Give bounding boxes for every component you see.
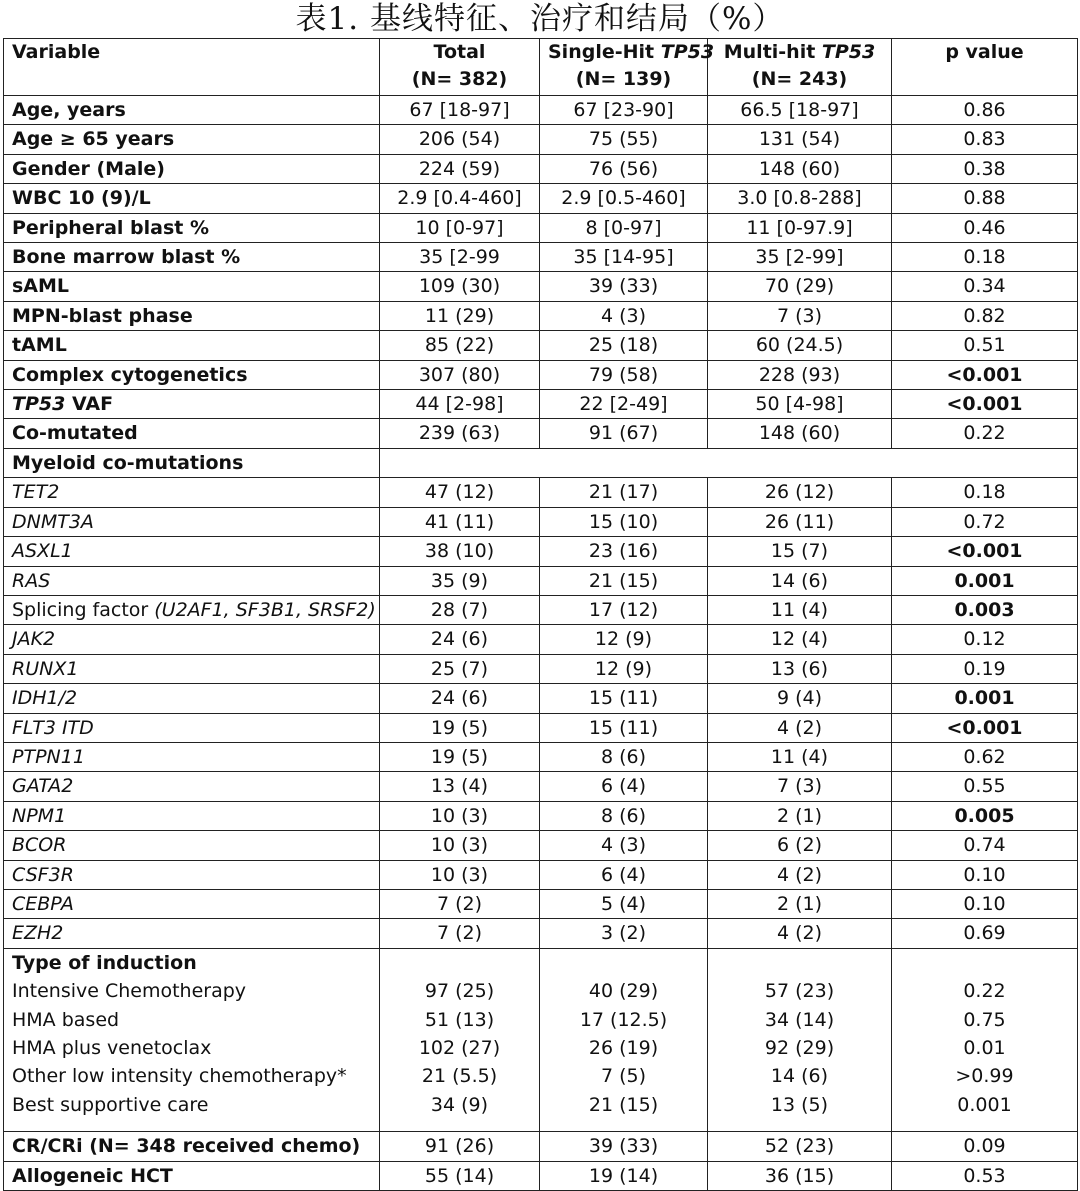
table-row: [4, 713, 1078, 742]
table-row: [4, 1062, 1078, 1090]
multi-hit-cell: 228 (93): [708, 360, 892, 389]
header-variable: Variable: [4, 39, 380, 96]
variable-cell: CEBPA: [4, 889, 380, 918]
variable-cell: Gender (Male): [4, 154, 380, 183]
variable-cell: Intensive Chemotherapy: [4, 977, 380, 1005]
table-row: [4, 478, 1078, 507]
pvalue-cell: 0.34: [892, 272, 1078, 301]
total-cell: 51 (13): [380, 1006, 540, 1034]
spacer-row: [4, 1119, 1078, 1132]
variable-cell: Complex cytogenetics: [4, 360, 380, 389]
pvalue-cell: 0.10: [892, 889, 1078, 918]
pvalue-cell: 0.51: [892, 331, 1078, 360]
header-single-hit: Single-Hit TP53 (N= 139): [540, 39, 708, 96]
single-hit-cell: 5 (4): [540, 889, 708, 918]
multi-hit-cell: 11 (4): [708, 742, 892, 771]
multi-hit-cell: 2 (1): [708, 889, 892, 918]
total-cell: 44 [2-98]: [380, 390, 540, 419]
multi-hit-cell: 148 (60): [708, 419, 892, 448]
total-cell: 10 (3): [380, 831, 540, 860]
pvalue-cell: 0.82: [892, 301, 1078, 330]
variable-cell: ASXL1: [4, 537, 380, 566]
multi-hit-cell: 36 (15): [708, 1161, 892, 1190]
header-pvalue: p value: [892, 39, 1078, 96]
total-cell: 35 [2-99: [380, 243, 540, 272]
multi-hit-cell: 4 (2): [708, 860, 892, 889]
table-row: [4, 184, 1078, 213]
pvalue-cell: 0.22: [892, 419, 1078, 448]
single-hit-cell: 67 [23-90]: [540, 96, 708, 125]
variable-cell: HMA plus venetoclax: [4, 1034, 380, 1062]
variable-cell: RUNX1: [4, 654, 380, 683]
multi-hit-cell: 34 (14): [708, 1006, 892, 1034]
single-hit-cell: 19 (14): [540, 1161, 708, 1190]
table-row: [4, 919, 1078, 948]
single-hit-cell: 7 (5): [540, 1062, 708, 1090]
pvalue-cell: 0.46: [892, 213, 1078, 242]
table-row: [4, 213, 1078, 242]
total-cell: 307 (80): [380, 360, 540, 389]
single-hit-cell: 21 (17): [540, 478, 708, 507]
pvalue-cell: 0.19: [892, 654, 1078, 683]
multi-hit-cell: [708, 948, 892, 977]
multi-hit-cell: 26 (12): [708, 478, 892, 507]
total-cell: 13 (4): [380, 772, 540, 801]
single-hit-cell: 3 (2): [540, 919, 708, 948]
pvalue-cell: 0.001: [892, 566, 1078, 595]
total-cell: 10 (3): [380, 860, 540, 889]
total-cell: 47 (12): [380, 478, 540, 507]
total-cell: 10 [0-97]: [380, 213, 540, 242]
table-row: [4, 360, 1078, 389]
table-row: [4, 1006, 1078, 1034]
single-hit-cell: 15 (11): [540, 684, 708, 713]
multi-hit-cell: 13 (6): [708, 654, 892, 683]
variable-cell: Age ≥ 65 years: [4, 125, 380, 154]
total-cell: 91 (26): [380, 1132, 540, 1161]
variable-cell: CSF3R: [4, 860, 380, 889]
multi-hit-cell: 92 (29): [708, 1034, 892, 1062]
single-hit-cell: 22 [2-49]: [540, 390, 708, 419]
table-row: [4, 801, 1078, 830]
variable-cell: CR/CRi (N= 348 received chemo): [4, 1132, 380, 1161]
total-cell: 11 (29): [380, 301, 540, 330]
table-row: [4, 684, 1078, 713]
single-hit-cell: 26 (19): [540, 1034, 708, 1062]
table-row: [4, 390, 1078, 419]
variable-cell: IDH1/2: [4, 684, 380, 713]
pvalue-cell: 0.01: [892, 1034, 1078, 1062]
pvalue-cell: 0.83: [892, 125, 1078, 154]
pvalue-cell: 0.69: [892, 919, 1078, 948]
total-cell: 7 (2): [380, 889, 540, 918]
multi-hit-cell: 14 (6): [708, 566, 892, 595]
multi-hit-cell: 148 (60): [708, 154, 892, 183]
table-row: [4, 595, 1078, 624]
single-hit-cell: 39 (33): [540, 1132, 708, 1161]
table-row: [4, 625, 1078, 654]
total-cell: 19 (5): [380, 742, 540, 771]
single-hit-cell: 4 (3): [540, 831, 708, 860]
empty-cell: [380, 1119, 540, 1132]
multi-hit-cell: 2 (1): [708, 801, 892, 830]
pvalue-cell: 0.74: [892, 831, 1078, 860]
single-hit-cell: 39 (33): [540, 272, 708, 301]
pvalue-cell: 0.75: [892, 1006, 1078, 1034]
table-row: [4, 1161, 1078, 1190]
variable-cell: Best supportive care: [4, 1091, 380, 1119]
variable-cell: Age, years: [4, 96, 380, 125]
pvalue-cell: 0.18: [892, 478, 1078, 507]
pvalue-cell: [892, 948, 1078, 977]
empty-cell: [4, 1119, 380, 1132]
variable-cell: HMA based: [4, 1006, 380, 1034]
total-cell: 10 (3): [380, 801, 540, 830]
single-hit-cell: 79 (58): [540, 360, 708, 389]
total-cell: 67 [18-97]: [380, 96, 540, 125]
multi-hit-cell: 66.5 [18-97]: [708, 96, 892, 125]
header-multi-hit: Multi-hit TP53 (N= 243): [708, 39, 892, 96]
pvalue-cell: 0.10: [892, 860, 1078, 889]
single-hit-cell: 23 (16): [540, 537, 708, 566]
table-row: [4, 654, 1078, 683]
total-cell: 25 (7): [380, 654, 540, 683]
multi-hit-cell: 35 [2-99]: [708, 243, 892, 272]
pvalue-cell: 0.001: [892, 684, 1078, 713]
single-hit-cell: 17 (12): [540, 595, 708, 624]
section-header: Myeloid co-mutations: [4, 448, 380, 477]
total-cell: [380, 948, 540, 977]
total-cell: 109 (30): [380, 272, 540, 301]
total-cell: 2.9 [0.4-460]: [380, 184, 540, 213]
single-hit-cell: 21 (15): [540, 1091, 708, 1119]
variable-cell: PTPN11: [4, 742, 380, 771]
total-cell: 97 (25): [380, 977, 540, 1005]
section-row-myeloid: [4, 448, 1078, 477]
multi-hit-cell: 7 (3): [708, 772, 892, 801]
table-row: [4, 331, 1078, 360]
single-hit-cell: 4 (3): [540, 301, 708, 330]
section-header: Type of induction: [4, 948, 380, 977]
table-row: [4, 860, 1078, 889]
multi-hit-cell: 57 (23): [708, 977, 892, 1005]
table-body: [4, 96, 1078, 1191]
total-cell: 85 (22): [380, 331, 540, 360]
pvalue-cell: 0.22: [892, 977, 1078, 1005]
total-cell: 24 (6): [380, 625, 540, 654]
single-hit-cell: 6 (4): [540, 772, 708, 801]
table-row: [4, 1132, 1078, 1161]
multi-hit-cell: 26 (11): [708, 507, 892, 536]
pvalue-cell: >0.99: [892, 1062, 1078, 1090]
single-hit-cell: 2.9 [0.5-460]: [540, 184, 708, 213]
empty-cell: [540, 1119, 708, 1132]
variable-cell: TP53 VAF: [4, 390, 380, 419]
table-row: [4, 1091, 1078, 1119]
variable-cell: WBC 10 (9)/L: [4, 184, 380, 213]
single-hit-cell: 91 (67): [540, 419, 708, 448]
multi-hit-cell: 131 (54): [708, 125, 892, 154]
table-row: [4, 772, 1078, 801]
empty-cell: [892, 1119, 1078, 1132]
table-row: [4, 831, 1078, 860]
total-cell: 38 (10): [380, 537, 540, 566]
table-row: [4, 301, 1078, 330]
variable-cell: Other low intensity chemotherapy*: [4, 1062, 380, 1090]
pvalue-cell: 0.62: [892, 742, 1078, 771]
total-cell: 206 (54): [380, 125, 540, 154]
variable-cell: Bone marrow blast %: [4, 243, 380, 272]
empty-cell: [708, 1119, 892, 1132]
pvalue-cell: 0.72: [892, 507, 1078, 536]
total-cell: 102 (27): [380, 1034, 540, 1062]
multi-hit-cell: 9 (4): [708, 684, 892, 713]
single-hit-cell: 8 (6): [540, 742, 708, 771]
table-row: [4, 1034, 1078, 1062]
multi-hit-cell: 6 (2): [708, 831, 892, 860]
single-hit-cell: 8 [0-97]: [540, 213, 708, 242]
variable-cell: Peripheral blast %: [4, 213, 380, 242]
table-row: [4, 272, 1078, 301]
variable-cell: sAML: [4, 272, 380, 301]
single-hit-cell: 15 (11): [540, 713, 708, 742]
single-hit-cell: 40 (29): [540, 977, 708, 1005]
total-cell: 41 (11): [380, 507, 540, 536]
single-hit-cell: 21 (15): [540, 566, 708, 595]
single-hit-cell: 12 (9): [540, 625, 708, 654]
single-hit-cell: 75 (55): [540, 125, 708, 154]
total-cell: 34 (9): [380, 1091, 540, 1119]
pvalue-cell: 0.53: [892, 1161, 1078, 1190]
table-row: [4, 742, 1078, 771]
pvalue-cell: <0.001: [892, 537, 1078, 566]
pvalue-cell: 0.09: [892, 1132, 1078, 1161]
variable-cell: FLT3 ITD: [4, 713, 380, 742]
single-hit-cell: [540, 948, 708, 977]
multi-hit-cell: 11 [0-97.9]: [708, 213, 892, 242]
variable-cell: JAK2: [4, 625, 380, 654]
multi-hit-cell: 14 (6): [708, 1062, 892, 1090]
single-hit-cell: 8 (6): [540, 801, 708, 830]
variable-cell: Splicing factor (U2AF1, SF3B1, SRSF2): [4, 595, 380, 624]
variable-cell: GATA2: [4, 772, 380, 801]
pvalue-cell: 0.005: [892, 801, 1078, 830]
variable-cell: BCOR: [4, 831, 380, 860]
pvalue-cell: 0.001: [892, 1091, 1078, 1119]
multi-hit-cell: 70 (29): [708, 272, 892, 301]
pvalue-cell: 0.18: [892, 243, 1078, 272]
total-cell: 7 (2): [380, 919, 540, 948]
single-hit-cell: 17 (12.5): [540, 1006, 708, 1034]
table-row: [4, 507, 1078, 536]
single-hit-cell: 15 (10): [540, 507, 708, 536]
variable-cell: EZH2: [4, 919, 380, 948]
header-row: [4, 39, 1078, 96]
pvalue-cell: 0.55: [892, 772, 1078, 801]
single-hit-cell: 6 (4): [540, 860, 708, 889]
total-cell: 224 (59): [380, 154, 540, 183]
variable-cell: MPN-blast phase: [4, 301, 380, 330]
total-cell: 28 (7): [380, 595, 540, 624]
variable-cell: RAS: [4, 566, 380, 595]
multi-hit-cell: 13 (5): [708, 1091, 892, 1119]
multi-hit-cell: 15 (7): [708, 537, 892, 566]
total-cell: 35 (9): [380, 566, 540, 595]
multi-hit-cell: 4 (2): [708, 713, 892, 742]
multi-hit-cell: 50 [4-98]: [708, 390, 892, 419]
pvalue-cell: <0.001: [892, 713, 1078, 742]
variable-cell: Co-mutated: [4, 419, 380, 448]
table-row: [4, 566, 1078, 595]
variable-cell: tAML: [4, 331, 380, 360]
total-cell: 19 (5): [380, 713, 540, 742]
table-row: [4, 96, 1078, 125]
multi-hit-cell: 11 (4): [708, 595, 892, 624]
table-row: [4, 419, 1078, 448]
total-cell: 24 (6): [380, 684, 540, 713]
pvalue-cell: 0.12: [892, 625, 1078, 654]
table-title: 表1. 基线特征、治疗和结局（%）: [295, 1, 785, 37]
multi-hit-cell: 52 (23): [708, 1132, 892, 1161]
pvalue-cell: 0.003: [892, 595, 1078, 624]
pvalue-cell: 0.86: [892, 96, 1078, 125]
variable-cell: TET2: [4, 478, 380, 507]
table-row: [4, 889, 1078, 918]
multi-hit-cell: 3.0 [0.8-288]: [708, 184, 892, 213]
multi-hit-cell: 60 (24.5): [708, 331, 892, 360]
table-row: [4, 125, 1078, 154]
pvalue-cell: <0.001: [892, 360, 1078, 389]
table-row: [4, 154, 1078, 183]
pvalue-cell: 0.38: [892, 154, 1078, 183]
total-cell: 21 (5.5): [380, 1062, 540, 1090]
multi-hit-cell: 7 (3): [708, 301, 892, 330]
table-row: [4, 977, 1078, 1005]
pvalue-cell: <0.001: [892, 390, 1078, 419]
section-row-induction: [4, 948, 1078, 977]
single-hit-cell: 12 (9): [540, 654, 708, 683]
variable-cell: NPM1: [4, 801, 380, 830]
empty-cell: [380, 448, 1078, 477]
multi-hit-cell: 12 (4): [708, 625, 892, 654]
single-hit-cell: 35 [14-95]: [540, 243, 708, 272]
baseline-table: [3, 38, 1078, 1191]
pvalue-cell: 0.88: [892, 184, 1078, 213]
header-total: Total (N= 382): [380, 39, 540, 96]
variable-cell: Allogeneic HCT: [4, 1161, 380, 1190]
single-hit-cell: 76 (56): [540, 154, 708, 183]
multi-hit-cell: 4 (2): [708, 919, 892, 948]
variable-cell: DNMT3A: [4, 507, 380, 536]
table-row: [4, 537, 1078, 566]
total-cell: 239 (63): [380, 419, 540, 448]
total-cell: 55 (14): [380, 1161, 540, 1190]
table-row: [4, 243, 1078, 272]
single-hit-cell: 25 (18): [540, 331, 708, 360]
